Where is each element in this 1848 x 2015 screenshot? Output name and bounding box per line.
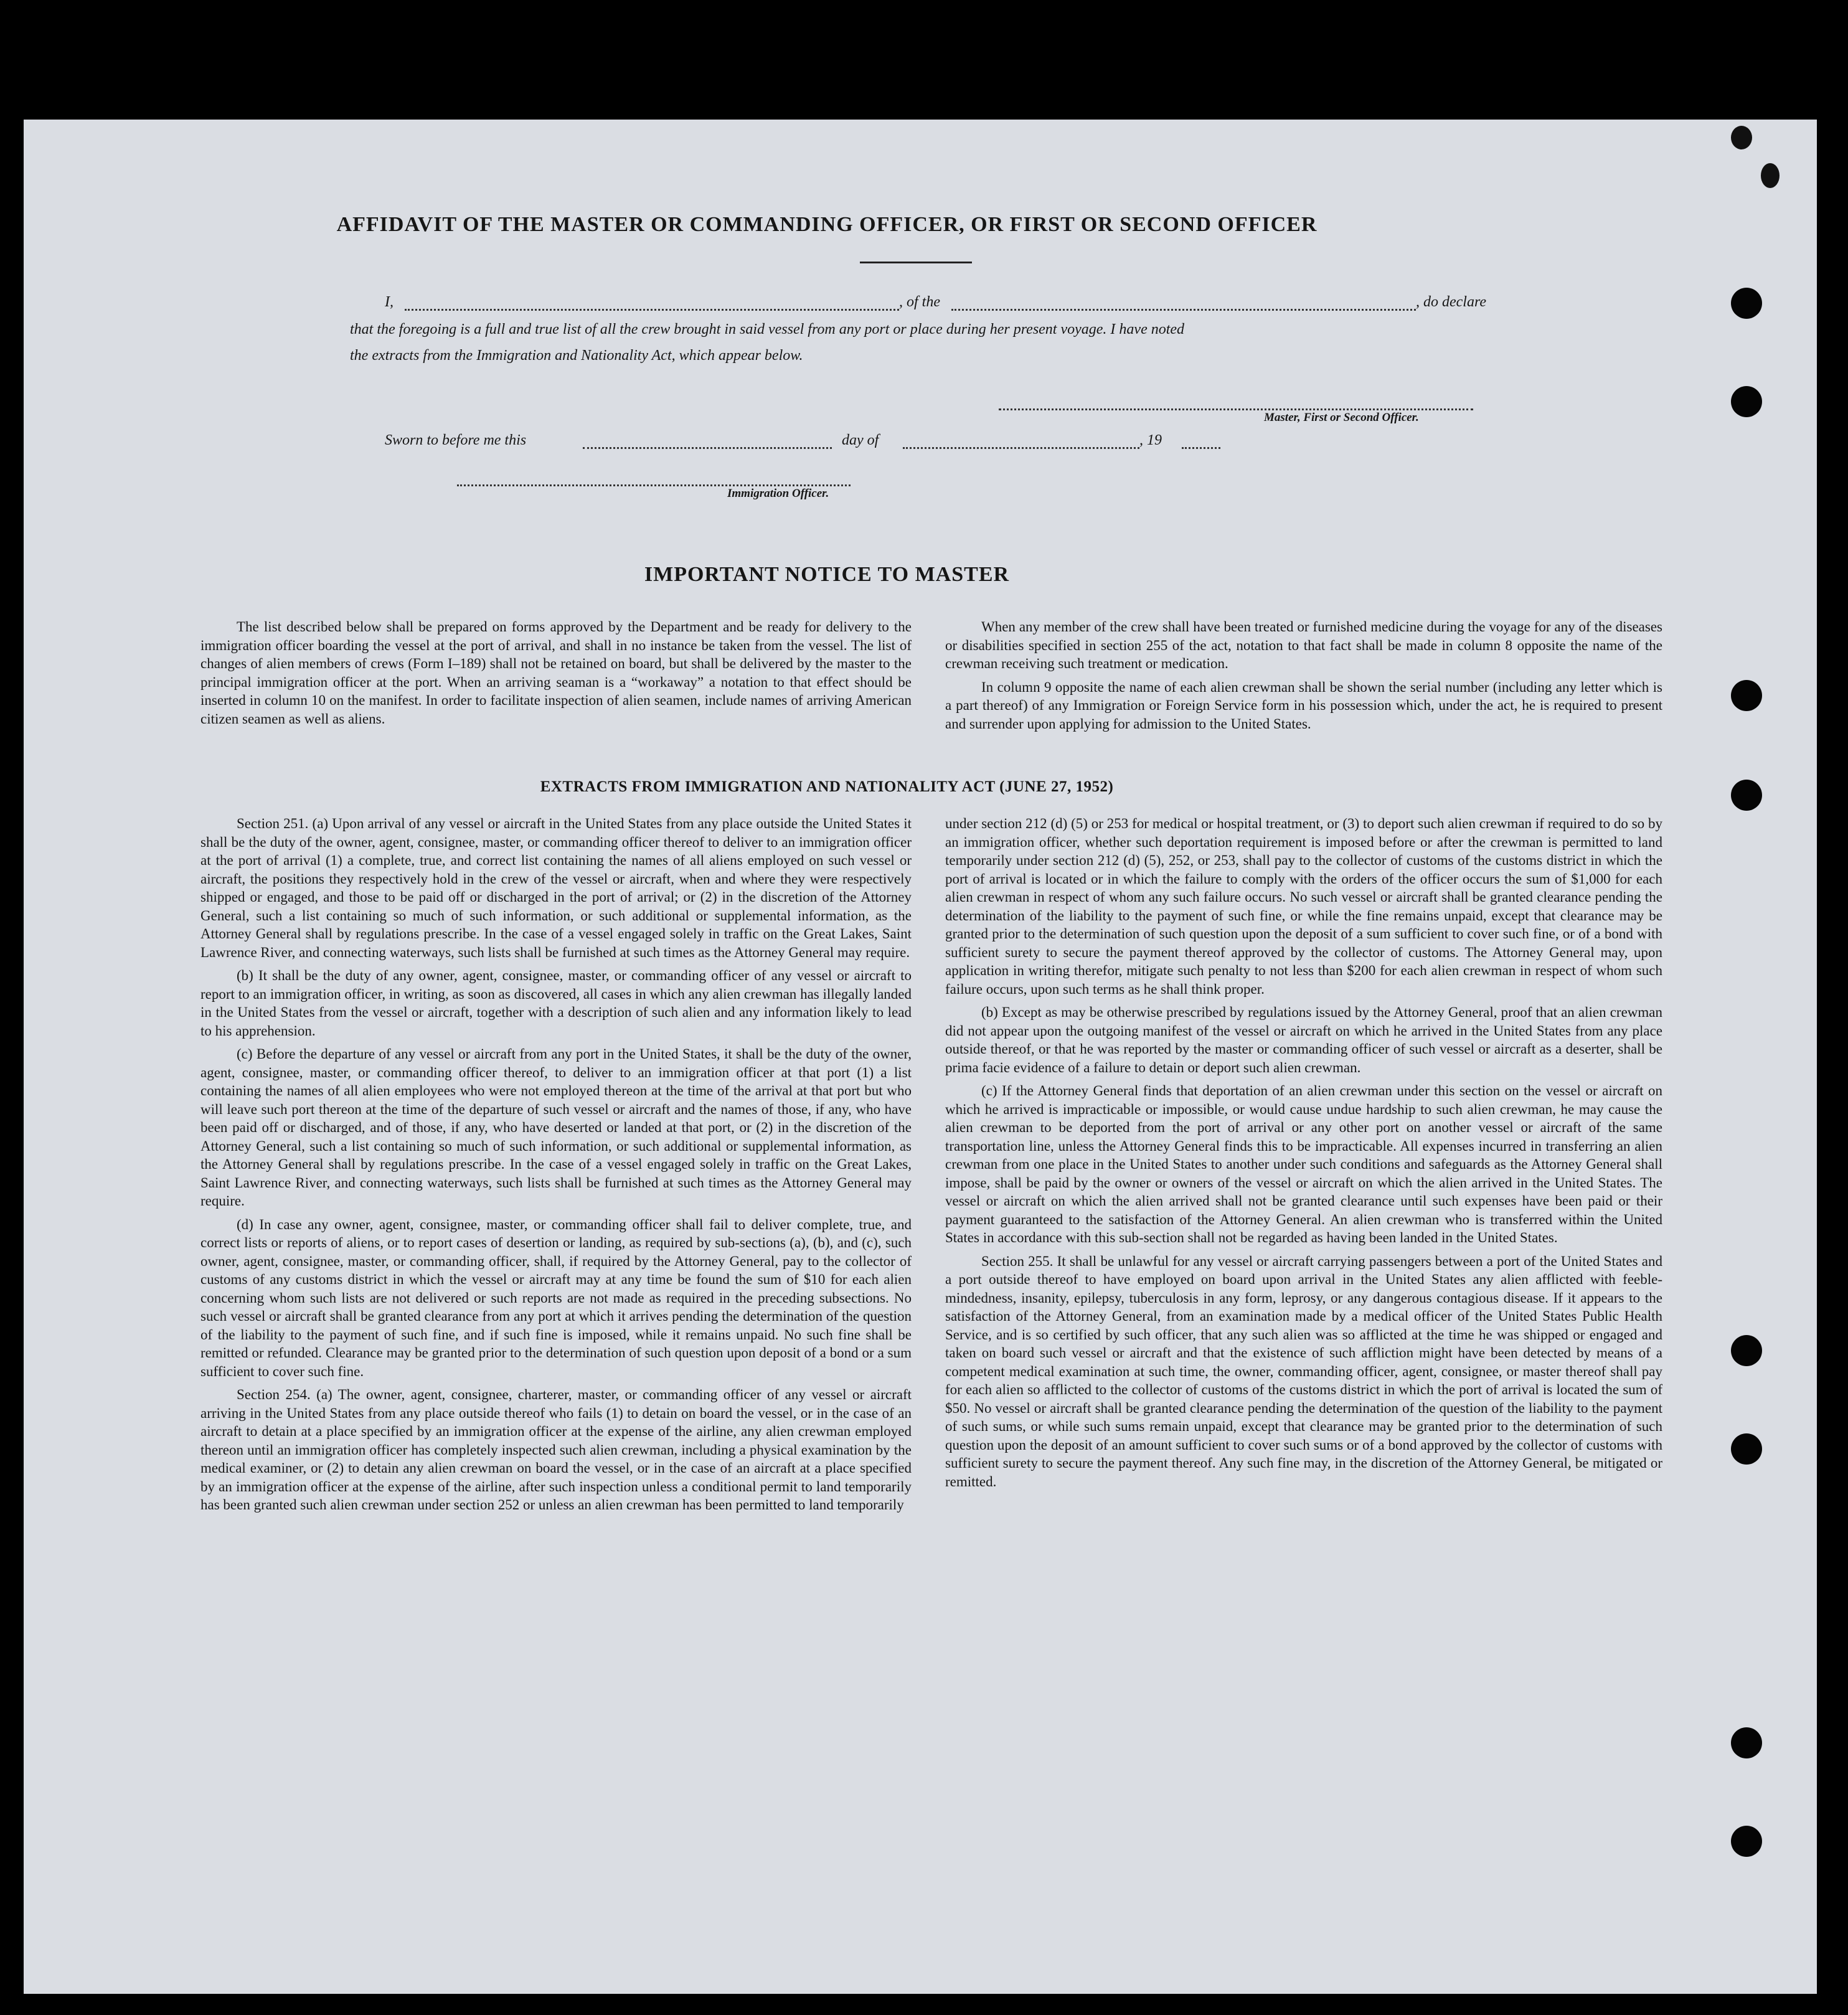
- ink-blot: [1731, 126, 1752, 149]
- sworn-year-field[interactable]: [1182, 447, 1220, 449]
- sworn-label: Sworn to before me this: [385, 432, 527, 448]
- vessel-name-field[interactable]: [951, 309, 1416, 311]
- year-label: , 19: [1139, 432, 1162, 448]
- declaration-line-2: that the foregoing is a full and true list of all the crew brought in said vessel from any port or place during her present voyage. I have noted: [350, 321, 1185, 337]
- document-page: [24, 120, 1817, 1994]
- declaration-line-3: the extracts from the Immigration and Nationality Act, which appear below.: [350, 347, 803, 364]
- ink-blot: [1761, 163, 1780, 188]
- section-255: Section 255. It shall be unlawful for any vessel or aircraft carrying passengers between a port of the United States and a port outside thereof to have employed on board upon arrival in the United States any alien afflicted with feeble-mindedness, insanity, epilepsy, tuberculosis in any form, leprosy, or any dangerous contagious disease. If it appears to the satisfaction of the Attorney General, from an examination made by a medical officer of the United States Public Health Service, and is so certified by such officer, that any such alien was so afflicted at the time he was shipped or engaged and taken on board such vessel or aircraft and that the existence of such affliction might have been detected by means of a competent medical examination at such time, the owner, commanding officer, agent, consignee, or master thereof shall pay for each alien so afflicted to the collector of customs of the customs district in which the port of arrival is located the sum of $50. No vessel or aircraft shall be granted clearance pending the determination of the question of the liability to the payment of such sums, or while such sums remain unpaid, except that clearance may be granted prior to the determination of such question upon the deposit of an amount sufficient to cover such sums or of a bond approved by the collector of customs with sufficient surety to secure the payment thereof. Any such fine may, in the discretion of the Attorney General, be mitigated or remitted.: [945, 1253, 1662, 1489]
- punch-hole: [1731, 1335, 1762, 1366]
- do-declare-label: , do declare: [1416, 294, 1487, 310]
- punch-hole: [1731, 1433, 1762, 1465]
- master-signature-field[interactable]: [999, 408, 1473, 410]
- section-251-d: (d) In case any owner, agent, consignee, master, or commanding officer shall fail to deliver complete, true, and correct lists or reports of aliens, or to report cases of desertion or landing, as required by sub-sections (a), (b), and (c), such owner, agent, consignee, master, or commanding officer, shall, if required by the Attorney General, pay to the collector of customs of any customs district in which the vessel or aircraft may at any time be found the sum of $10 for each alien concerning whom such lists are not delivered or such reports are not made as required in the preceding subsections. No such vessel or aircraft shall be granted clearance from any port at which it arrives pending the determination of the question of the liability to the payment of such fine, and if such fine is imposed, while it remains unpaid. No such fine shall be remitted or refunded. Clearance may be granted prior to the determination of such question upon deposit of a bond or a sum sufficient to cover such fine.: [200, 1216, 912, 1379]
- sworn-day-field[interactable]: [583, 447, 832, 449]
- section-254-a: Section 254. (a) The owner, agent, consignee, charterer, master, or commanding officer of any vessel or aircraft arriving in the United States from any place outside thereof who fails (1) to detain on board the vessel, or in the case of an aircraft to detain at a place specified by an immigration officer at the expense of the airline, any alien crewman employed thereon until an immigration officer has completely inspected such alien crewman, including a physical examination by the medical examiner, or (2) to detain any alien crewman on board the vessel, or in the case of an aircraft at a place specified by an immigration officer at the expense of the airline, after such inspection unless a conditional permit to land temporarily has been granted such alien crewman under section 252 or unless an alien crewman has been permitted to land temporarily: [200, 1387, 912, 1512]
- section-254-a-continued: under section 212 (d) (5) or 253 for medical or hospital treatment, or (3) to deport such alien crewman if required to do so by an immigration officer, whether such deportation requirement is imposed before or after the crewman is permitted to land temporarily under section 212 (d) (5), 252, or 253, shall pay to the collector of customs of the customs district in which the port of arrival is located or in which the failure to comply with the orders of the officer occurs the sum of $1,000 for each alien crewman in respect of whom any such failure occurs. No such vessel or aircraft shall be granted clearance pending the determination of the liability to the payment of such fine, or while the fine remains unpaid, except that clearance may be granted prior to the determination of such question upon the deposit of a sum sufficient to cover such fine, or of a bond with sufficient surety to secure the payment thereof approved by the collector of customs. The Attorney General may, upon application in writing therefor, mitigate such penalty to not less than $200 for each alien crewman in respect of whom such failure occurs, upon such terms as he shall think proper.: [945, 816, 1662, 997]
- section-251-a: Section 251. (a) Upon arrival of any vessel or aircraft in the United States from any place outside the United States it shall be the duty of the owner, agent, consignee, master, or commanding officer thereof to deliver to an immigration officer at the port of arrival (1) a complete, true, and correct list containing the names of all aliens employed on such vessel or aircraft, the positions they respectively hold in the crew of the vessel or aircraft, when and where they were respectively shipped or engaged, and those to be paid off or discharged in the port of arrival; or (2) in the discretion of the Attorney General, such a list containing so much of such information, or such additional or supplemental information, as the Attorney General shall by regulations prescribe. In the case of a vessel engaged solely in traffic on the Great Lakes, Saint Lawrence River, and connecting waterways, such lists shall be furnished at such times as the Attorney General may require.: [200, 816, 912, 960]
- section-254-b: (b) Except as may be otherwise prescribed by regulations issued by the Attorney General, proof that an alien crewman did not appear upon the outgoing manifest of the vessel or aircraft on which he arrived in the United States from any place outside thereof, or that he was reported by the master or commanding officer of such vessel or aircraft as a deserter, shall be prima facie evidence of a failure to detain or deport such alien crewman.: [945, 1004, 1662, 1075]
- of-the-label: , of the: [899, 294, 940, 310]
- title-rule: [860, 262, 972, 263]
- section-251-b: (b) It shall be the duty of any owner, agent, consignee, master, or commanding officer of any vessel or aircraft to report to an immigration officer, in writing, as soon as discovered, all cases in which any alien crewman has illegally landed in the United States from the vessel or aircraft, together with a description of such alien and any information likely to lead to his apprehension.: [200, 968, 912, 1039]
- notice-left-column: [200, 618, 912, 733]
- immigration-officer-label: Immigration Officer.: [727, 487, 829, 500]
- affidavit-title: AFFIDAVIT OF THE MASTER OR COMMANDING OFFICER, OR FIRST OR SECOND OFFICER: [336, 213, 1318, 236]
- immigration-officer-signature-field[interactable]: [457, 484, 851, 486]
- declarant-label: I,: [385, 294, 394, 310]
- master-signature-label: Master, First or Second Officer.: [1264, 411, 1419, 424]
- extracts-left-column: [200, 814, 912, 1519]
- sworn-month-field[interactable]: [903, 447, 1139, 449]
- punch-hole: [1731, 1727, 1762, 1758]
- notice-right-column: [945, 618, 1662, 738]
- notice-title: IMPORTANT NOTICE TO MASTER: [644, 563, 1010, 586]
- section-251-c: (c) Before the departure of any vessel or aircraft from any port in the United States, it shall be the duty of the owner, agent, consignee, master, or commanding officer thereof, to deliver to an immigration officer at that port (1) a list containing the names of all alien employees who were not employed thereon at the time of the arrival at that port but who will leave such port thereon at the time of the departure of such vessel or aircraft and the names of those, if any, who have been paid off or discharged, and of those, if any, who have deserted or landed at that port, or (2) in the discretion of the Attorney General, such a list containing so much of such information, or such additional or supplemental information, as the Attorney General shall by regulations prescribe. In the case of a vessel engaged solely in traffic on the Great Lakes, Saint Lawrence River, and connecting waterways, such lists shall be furnished at such times as the Attorney General may require.: [200, 1046, 912, 1209]
- punch-hole: [1731, 1826, 1762, 1857]
- punch-hole: [1731, 386, 1762, 417]
- extracts-title: EXTRACTS FROM IMMIGRATION AND NATIONALITY ACT (JUNE 27, 1952): [540, 778, 1114, 795]
- punch-hole: [1731, 288, 1762, 319]
- notice-paragraph: The list described below shall be prepared on forms approved by the Department and be ready for delivery to the immigration officer boarding the vessel at the port of arrival, and shall in no instance be taken from the vessel. The list of changes of alien members of crews (Form I–189) shall not be retained on board, but shall be delivered by the master to the principal immigration officer at the port. When an arriving seaman is a “workaway” a notation to that effect should be inserted in column 10 on the manifest. In order to facilitate inspection of alien seamen, include names of arriving American citizen seamen as well as aliens.: [200, 619, 912, 727]
- extracts-right-column: [945, 814, 1662, 1496]
- section-254-c: (c) If the Attorney General finds that deportation of an alien crewman under this section on the vessel or aircraft on which he arrived is impracticable or impossible, or would cause undue hardship to such alien crewman, he may cause the alien crewman to be deported from the port of arrival or any other port on another vessel or aircraft of the same transportation line, unless the Attorney General finds this to be impracticable. All expenses incurred in transferring an alien crewman from one place in the United States to another under such conditions and safeguards as the Attorney General shall impose, shall be paid by the owner or owners of the vessel or aircraft on which the alien arrived in the United States. The vessel or aircraft on which the alien arrived shall not be granted clearance until such expenses have been paid or their payment guaranteed to the satisfaction of the Attorney General. An alien crewman who is transferred within the United States in accordance with this sub-section shall not be regarded as having been landed in the United States.: [945, 1083, 1662, 1245]
- punch-hole: [1731, 680, 1762, 711]
- day-of-label: day of: [842, 432, 879, 448]
- notice-paragraph: In column 9 opposite the name of each alien crewman shall be shown the serial number (including any letter which is a part thereof) of any Immigration or Foreign Service form in his possession which, under the act, he is required to present and surrender upon applying for admission to the United States.: [945, 679, 1662, 732]
- punch-hole: [1731, 780, 1762, 811]
- notice-paragraph: When any member of the crew shall have been treated or furnished medicine during the voyage for any of the diseases or disabilities specified in section 255 of the act, notation to that fact shall be made in column 8 opposite the name of the crewman receiving such treatment or medication.: [945, 619, 1662, 671]
- declarant-name-field[interactable]: [405, 309, 899, 311]
